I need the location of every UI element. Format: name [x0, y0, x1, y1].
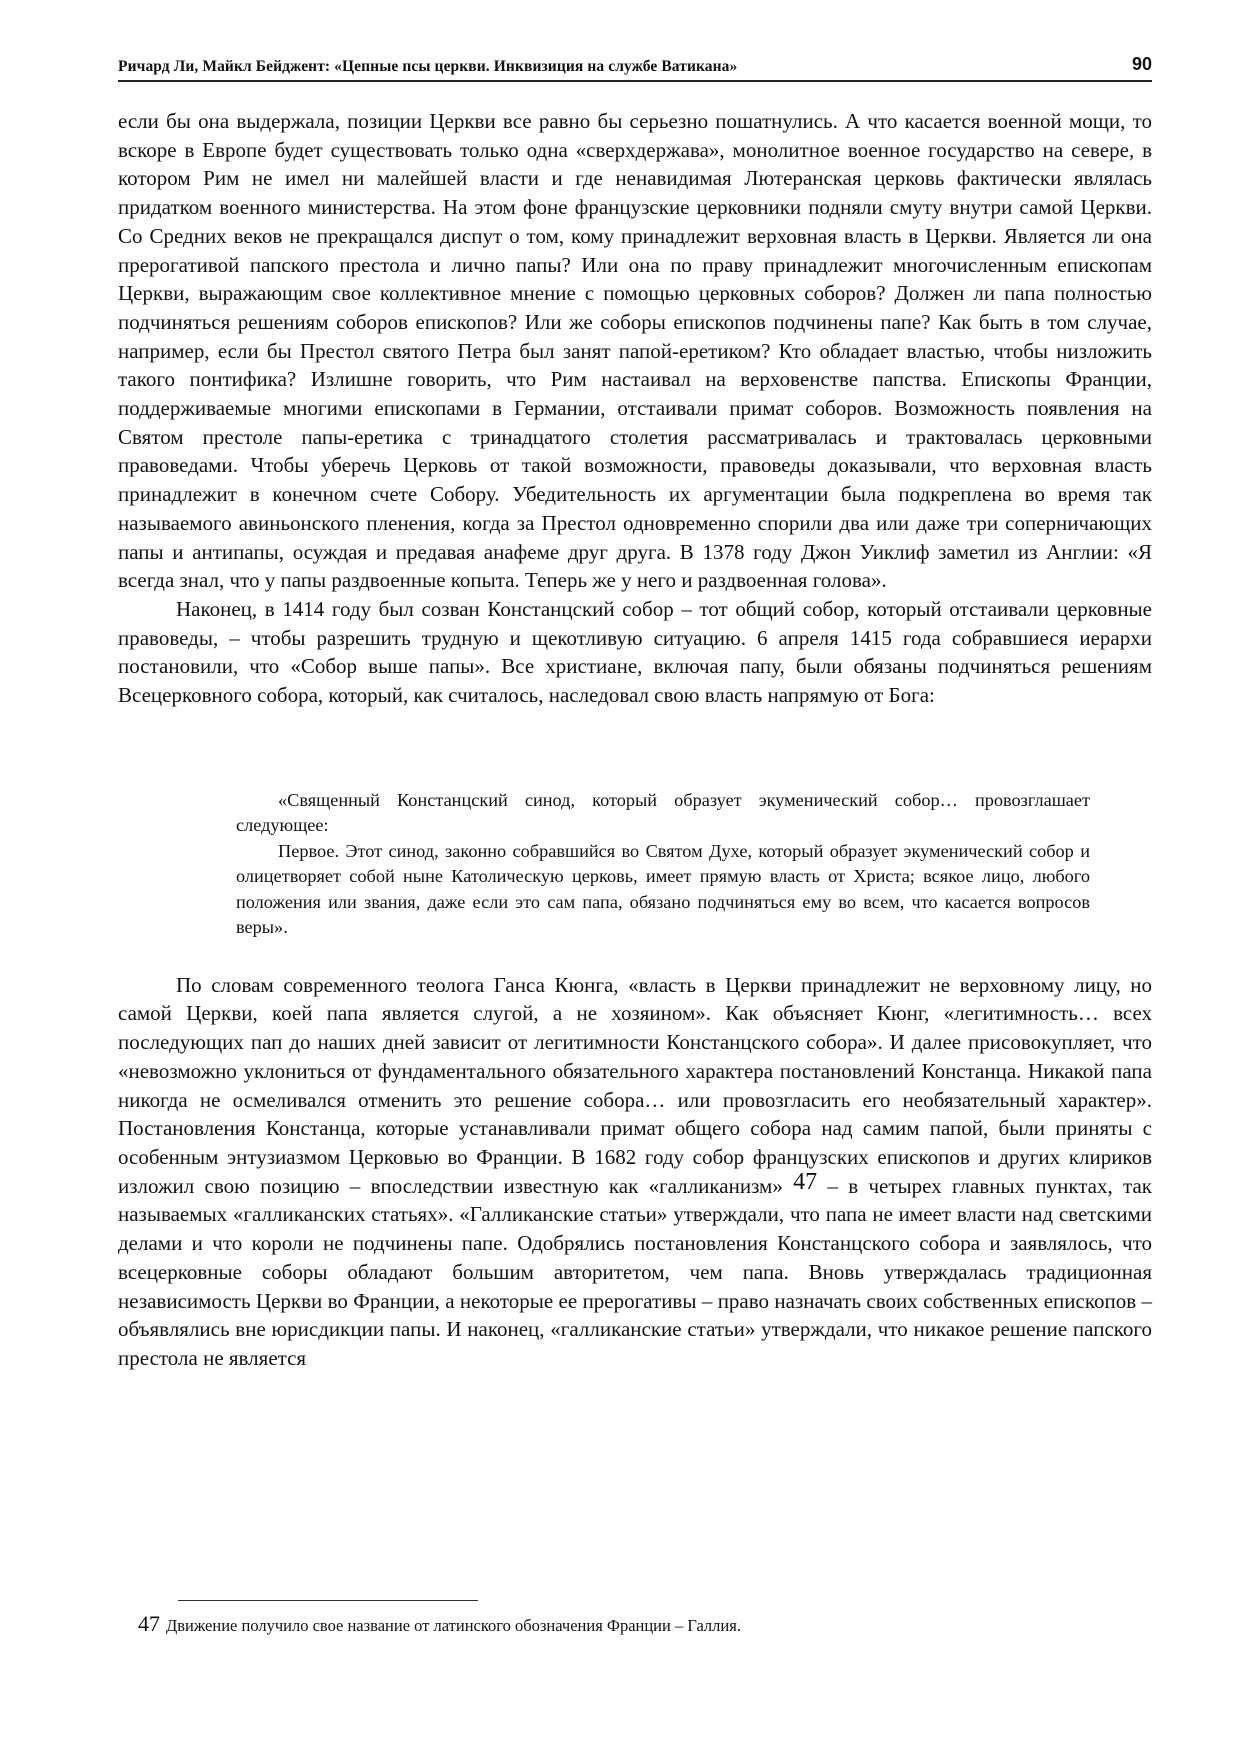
footnote-text: Движение получило свое название от латинского обозначения Франции – Галлия. — [166, 1616, 741, 1635]
paragraph-3-text-a: По словам современного теолога Ганса Кюнга, «власть в Церкви принадлежит не верховному лицу, но самой Церкви, коей папа является слугой, а не хозяином». Как объясняет Кюнг, «легитимность… всех последующих пап до наших дней зависит от легитимности Констанцского собора». И далее присовокупляет, что «невозможно уклониться от фундаментального обязательного характера постановлений Констанца. Никакой папа никогда не осмеливался отменить это решение собора… или провозгласить его необязательный характер». Постановления Констанца, которые устанавливали примат общего собора над самим папой, были приняты с особенным энтузиазмом Церковью во Франции. В 1682 году собор французских епископов и других клириков изложил свою позицию – впоследствии известную как «галликанизм» — [118, 972, 1152, 1198]
body-text — [118, 107, 1152, 1373]
paragraph-1: если бы она выдержала, позиции Церкви все равно бы серьезно пошатнулись. А что касается военной мощи, то вскоре в Европе будет существовать только одна «сверхдержава», монолитное военное государство на севере, в котором Рим не имел ни малейшей власти и где ненавидимая Лютеранская церковь фактически являлась придатком военного министерства. На этом фоне французские церковники подняли смуту внутри самой Церкви. Со Средних веков не прекращался диспут о том, кому принадлежит верховная власть в Церкви. Является ли она прерогативой папского престола и лично папы? Или она по праву принадлежит многочисленным епископам Церкви, выражающим свое коллективное мнение с помощью церковных соборов? Должен ли папа полностью подчиняться решениям соборов епископов? Или же соборы епископов подчинены папе? Как быть в том случае, например, если бы Престол святого Петра был занят папой-еретиком? Кто обладает властью, чтобы низложить такого понтифика? Излишне говорить, что Рим настаивал на верховенстве папства. Епископы Франции, поддерживаемые многими епископами в Германии, отстаивали примат соборов. Возможность появления на Святом престоле папы-еретика с тринадцатого столетия рассматривалась и трактовалась церковными правоведами. Чтобы уберечь Церковь от такой возможности, правоведы доказывали, что верховная власть принадлежит в конечном счете Собору. Убедительность их аргументации была подкреплена во время так называемого авиньонского пленения, когда за Престол одновременно спорили два или даже три соперничающих папы и антипапы, осуждая и предавая анафеме друг друга. В 1378 году Джон Уиклиф заметил из Англии: «Я всегда знал, что у папы раздвоенные копыта. Теперь же у него и раздвоенная голова». — [118, 109, 1152, 593]
quote-paragraph-2: Первое. Этот синод, законно собравшийся во Святом Духе, который образует экуменический собор и олицетворяет собой ныне Католическую церковь, имеет прямую власть от Христа; всякое лицо, любого положения или звания, даже если это сам папа, обязано подчиняться ему во всем, что касается вопросов веры». — [236, 840, 1090, 938]
page-header — [118, 54, 1152, 82]
footnote-number: 47 — [138, 1611, 160, 1636]
footnote-reference[interactable]: 47 — [793, 1168, 818, 1195]
block-quote — [236, 788, 1090, 941]
paragraph-3 — [118, 971, 1152, 1373]
footnote-divider — [178, 1600, 478, 1601]
paragraph-2: Наконец, в 1414 году был созван Констанцский собор – тот общий собор, который отстаивали церковные правоведы, – чтобы разрешить трудную и щекотливую ситуацию. 6 апреля 1415 года собравшиеся иерархи постановили, что «Собор выше папы». Все христиане, включая папу, были обязаны подчиняться решениям Всецерковного собора, который, как считалось, наследовал свою власть напрямую от Бога: — [118, 596, 1152, 708]
quote-paragraph-1: «Священный Констанцский синод, который образует экуменический собор… провозглашает следующее: — [236, 789, 1090, 836]
running-title: Ричард Ли, Майкл Бейджент: «Цепные псы церкви. Инквизиция на службе Ватикана» — [118, 58, 738, 75]
paragraph-3-text-b: – в четырех главных пунктах, так называемых «галликанских статьях». «Галликанские статьи» утверждали, что папа не имеет власти над светскими делами и что короли не подчинены папе. Одобрялись постановления Констанцского собора и заявлялось, что всецерковные соборы обладают большим авторитетом, чем папа. Вновь утверждалась традиционная независимость Церкви во Франции, а некоторые ее прерогативы – право назначать своих собственных епископов – объявлялись вне юрисдикции папы. И наконец, «галликанские статьи» утверждали, что никакое решение папского престола не является — [118, 1173, 1152, 1370]
footnote — [138, 1612, 1138, 1638]
page-number: 90 — [1131, 54, 1152, 74]
